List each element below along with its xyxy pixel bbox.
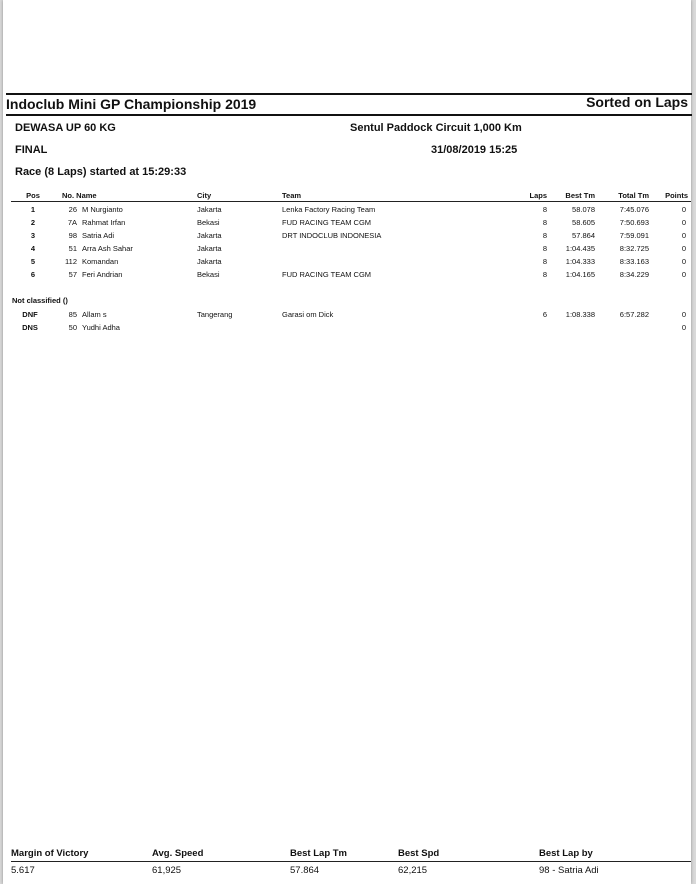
- col-team: Team: [282, 191, 302, 200]
- results-sheet: [3, 0, 691, 884]
- row-name: Rahmat Irfan: [82, 218, 126, 227]
- row-laps: 8: [542, 270, 547, 279]
- row-pos: 2: [30, 218, 36, 227]
- row-number: 7A: [67, 218, 77, 227]
- best-spd-label: Best Spd: [398, 848, 440, 859]
- row-name: M Nurgianto: [82, 205, 123, 214]
- row-pos: 5: [30, 257, 36, 266]
- row-number: 98: [68, 231, 77, 240]
- row-name: Komandan: [82, 257, 119, 266]
- row-city: Jakarta: [197, 205, 222, 214]
- row-laps: 8: [542, 231, 547, 240]
- row-laps: 6: [542, 310, 547, 319]
- col-no-name: No. Name: [62, 191, 97, 200]
- header-bottom-rule: [6, 114, 692, 116]
- col-laps: Laps: [529, 191, 547, 200]
- row-team: FUD RACING TEAM CGM: [282, 218, 372, 227]
- row-points: 0: [681, 231, 686, 240]
- row-points: 0: [681, 310, 686, 319]
- row-best-tm: 1:04.165: [565, 270, 595, 279]
- row-team: Garasi om Dick: [282, 310, 334, 319]
- avg-speed-value: 61,925: [152, 865, 182, 876]
- row-number: 85: [68, 310, 77, 319]
- row-pos: 3: [30, 231, 36, 240]
- row-points: 0: [681, 218, 686, 227]
- row-city: Jakarta: [197, 257, 222, 266]
- row-city: Jakarta: [197, 244, 222, 253]
- row-total-tm: 7:59.091: [619, 231, 649, 240]
- row-pos: 6: [30, 270, 36, 279]
- row-total-tm: 7:45.076: [619, 205, 649, 214]
- row-best-tm: 58.605: [572, 218, 595, 227]
- row-points: 0: [681, 323, 686, 332]
- margin-of-victory-label: Margin of Victory: [11, 848, 89, 859]
- row-name: Feri Andrian: [82, 270, 123, 279]
- summary-rule: [11, 861, 691, 862]
- row-best-tm: 58.078: [572, 205, 595, 214]
- row-points: 0: [681, 244, 686, 253]
- row-team: DRT INDOCLUB INDONESIA: [282, 231, 382, 240]
- session-label: FINAL: [15, 144, 48, 156]
- row-total-tm: 7:50.693: [619, 218, 649, 227]
- row-total-tm: 6:57.282: [619, 310, 649, 319]
- row-team: FUD RACING TEAM CGM: [282, 270, 372, 279]
- row-name: Satria Adi: [82, 231, 115, 240]
- col-pos: Pos: [26, 191, 40, 200]
- row-number: 57: [68, 270, 77, 279]
- row-name: Arra Ash Sahar: [82, 244, 133, 253]
- row-city: Jakarta: [197, 231, 222, 240]
- row-points: 0: [681, 270, 686, 279]
- row-city: Bekasi: [197, 270, 220, 279]
- row-name: Yudhi Adha: [82, 323, 120, 332]
- row-best-tm: 1:08.338: [565, 310, 595, 319]
- best-lap-by-value: 98 - Satria Adi: [539, 865, 599, 876]
- row-city: Bekasi: [197, 218, 220, 227]
- row-total-tm: 8:32.725: [619, 244, 649, 253]
- best-lap-tm-value: 57.864: [290, 865, 320, 876]
- row-number: 26: [68, 205, 77, 214]
- row-name: Allam s: [82, 310, 107, 319]
- avg-speed-label: Avg. Speed: [152, 848, 204, 859]
- row-pos: 1: [30, 205, 36, 214]
- row-laps: 8: [542, 218, 547, 227]
- event-datetime: 31/08/2019 15:25: [431, 144, 518, 156]
- row-status: DNF: [22, 310, 38, 319]
- best-lap-by-label: Best Lap by: [539, 848, 593, 859]
- row-team: Lenka Factory Racing Team: [282, 205, 376, 214]
- col-best-tm: Best Tm: [565, 191, 595, 200]
- row-pos: 4: [30, 244, 36, 253]
- row-number: 112: [65, 257, 77, 266]
- row-city: Tangerang: [197, 310, 233, 319]
- circuit-label: Sentul Paddock Circuit 1,000 Km: [350, 122, 522, 134]
- row-laps: 8: [542, 257, 547, 266]
- row-number: 50: [68, 323, 77, 332]
- col-city: City: [197, 191, 212, 200]
- row-total-tm: 8:33.163: [619, 257, 649, 266]
- row-laps: 8: [542, 205, 547, 214]
- row-best-tm: 1:04.333: [565, 257, 595, 266]
- not-classified-heading: Not classified (): [12, 296, 68, 305]
- margin-of-victory-value: 5.617: [11, 865, 35, 876]
- race-info: Race (8 Laps) started at 15:29:33: [15, 166, 187, 178]
- best-lap-tm-label: Best Lap Tm: [290, 848, 348, 859]
- sort-label: Sorted on Laps: [586, 94, 688, 110]
- championship-title: Indoclub Mini GP Championship 2019: [6, 96, 257, 112]
- row-number: 51: [68, 244, 77, 253]
- column-header-rule: [11, 201, 691, 202]
- row-best-tm: 1:04.435: [565, 244, 595, 253]
- row-points: 0: [681, 205, 686, 214]
- col-points: Points: [665, 191, 688, 200]
- row-points: 0: [681, 257, 686, 266]
- row-best-tm: 57.864: [572, 231, 595, 240]
- row-total-tm: 8:34.229: [619, 270, 649, 279]
- row-status: DNS: [22, 323, 38, 332]
- col-total-tm: Total Tm: [618, 191, 649, 200]
- category-label: DEWASA UP 60 KG: [15, 122, 116, 134]
- row-laps: 8: [542, 244, 547, 253]
- best-spd-value: 62,215: [398, 865, 428, 876]
